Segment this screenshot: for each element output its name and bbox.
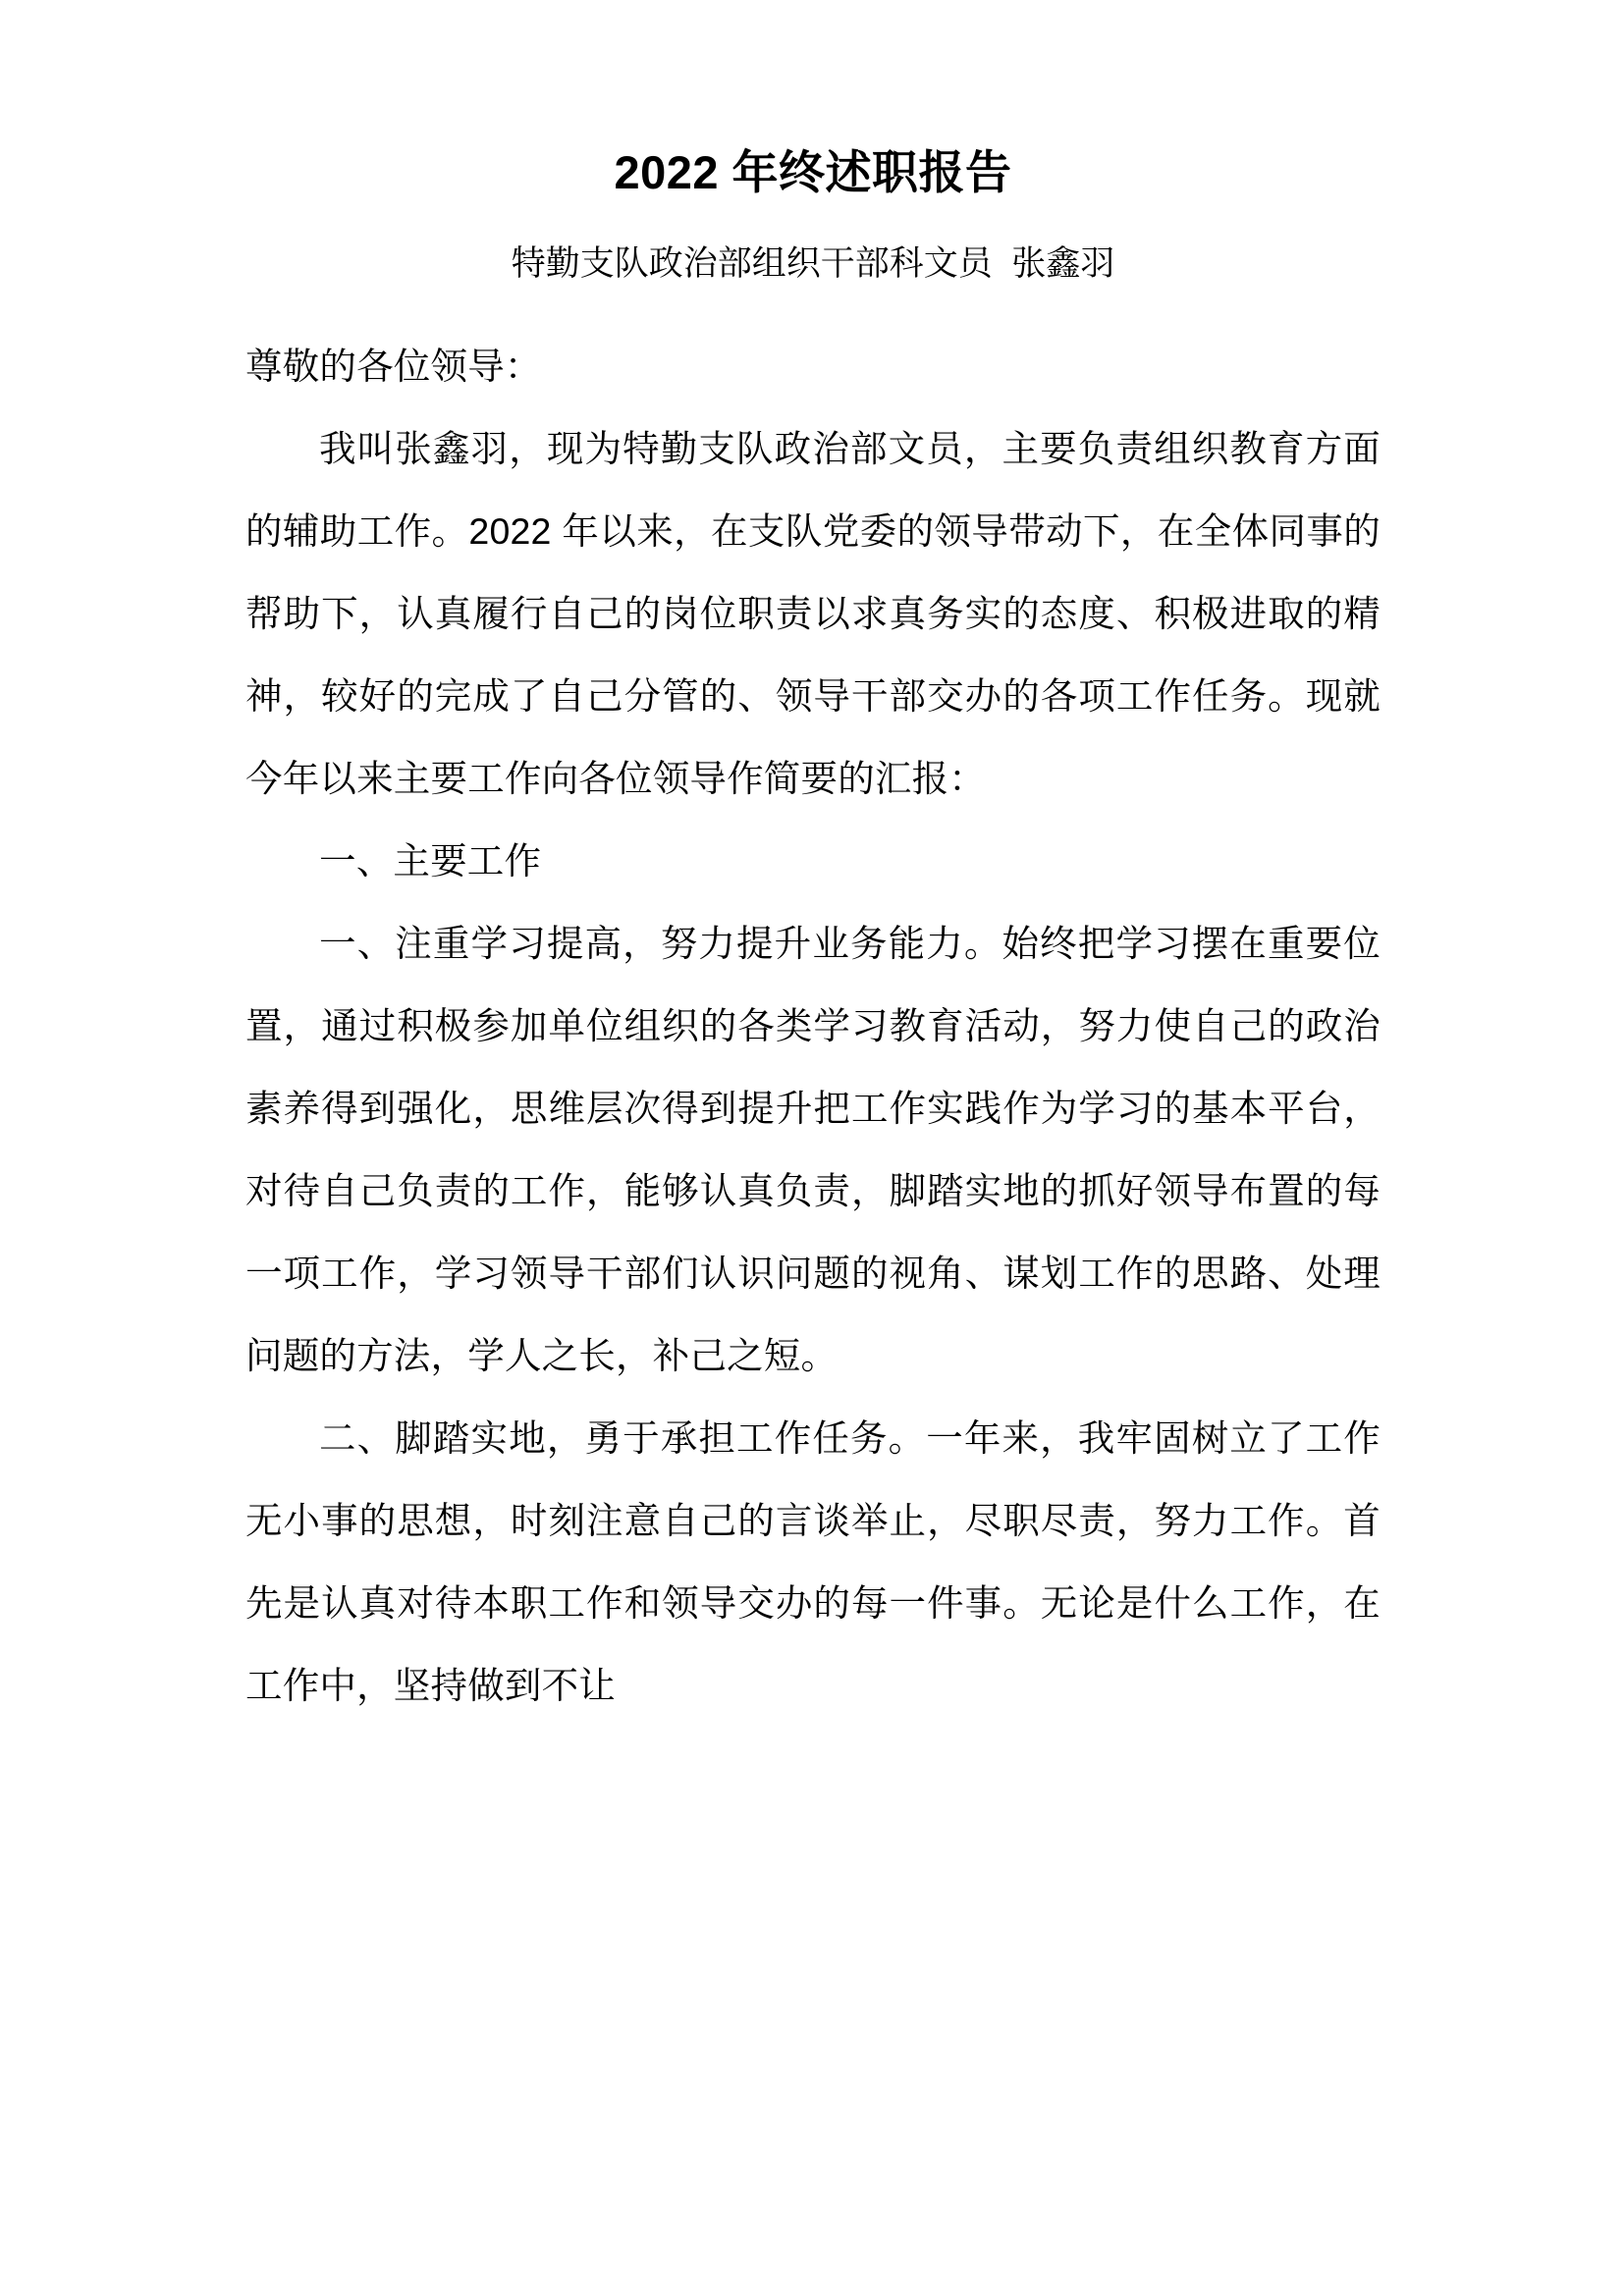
section-heading-main-work: 一、主要工作 <box>319 840 542 882</box>
document-content <box>245 0 1380 1727</box>
document-subtitle-byline: 特勤支队政治部组织干部科文员 张鑫羽 <box>511 244 1115 284</box>
paragraph-intro: 我叫张鑫羽，现为特勤支队政治部文员，主要负责组织教育方面的辅助工作。2022 年以来，在支队党委的领导带动下，在全体同事的帮助下，认真履行自己的岗位职责以求真务实的态度、积极进取的精神，较好的完成了自己分管的、领导干部交办的各项工作任务。现就今年以来主要工作向各位领导作简要的汇报： <box>245 428 1380 800</box>
document-body <box>245 286 1380 1727</box>
page-title: 2022 年终述职报告 <box>614 146 1012 198</box>
paragraph-item-two: 二、脚踏实地，勇于承担工作任务。一年来，我牢固树立了工作无小事的思想，时刻注意自己的言谈举止，尽职尽责，努力工作。首先是认真对待本职工作和领导交办的每一件事。无论是什么工作，在工作中，坚持做到不让 <box>245 1417 1380 1707</box>
salutation-line: 尊敬的各位领导： <box>245 346 542 388</box>
paragraph-item-one: 一、注重学习提高，努力提升业务能力。始终把学习摆在重要位置，通过积极参加单位组织的各类学习教育活动，努力使自己的政治素养得到强化，思维层次得到提升把工作实践作为学习的基本平台，对待自己负责的工作，能够认真负责，脚踏实地的抓好领导布置的每一项工作，学习领导干部们认识问题的视角、谋划工作的思路、处理问题的方法，学人之长，补己之短。 <box>245 923 1380 1377</box>
